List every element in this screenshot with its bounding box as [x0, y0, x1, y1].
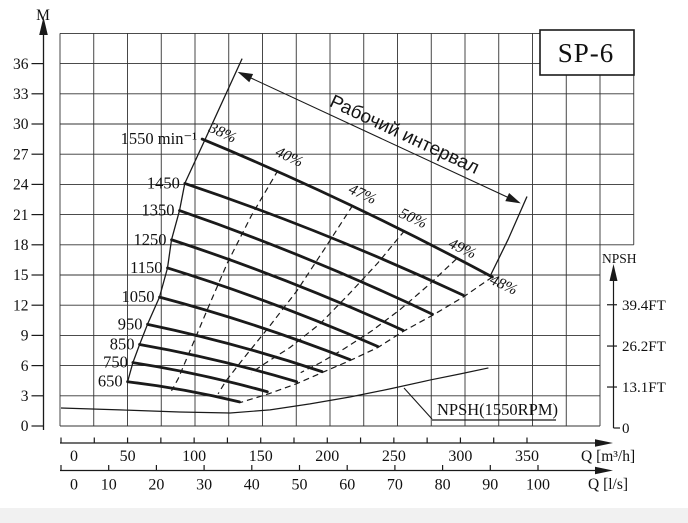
- x-tick-label-m3h: 50: [119, 448, 136, 465]
- y-tick-label: 6: [20, 357, 29, 375]
- y-tick-label: 21: [13, 206, 29, 224]
- npsh-tick-label: 39.4FT: [622, 297, 666, 314]
- screenshot-bottom-edge: [0, 508, 688, 523]
- x-tick-label-ls: 100: [526, 476, 550, 494]
- x-tick-label-ls: 60: [339, 476, 356, 494]
- npsh-axis-arrow: [610, 264, 618, 281]
- x-axis-m3h-label: Q [m³/h]: [581, 448, 636, 465]
- speed-curve-label: 750: [103, 352, 128, 372]
- x-tick-label-m3h: 250: [381, 448, 406, 465]
- y-tick-label: 9: [20, 327, 29, 345]
- x-tick-label-ls: 50: [291, 476, 308, 494]
- speed-curve-label: 650: [97, 371, 123, 391]
- npsh-curve-label: NPSH(1550RPM): [437, 400, 559, 419]
- npsh-axis-label: NPSH: [602, 251, 637, 266]
- speed-curve-label: 850: [109, 334, 135, 354]
- working-interval-right-boundary: [490, 197, 527, 278]
- y-tick-label: 0: [20, 418, 29, 436]
- npsh-tick-label: 26.2FT: [622, 339, 666, 356]
- working-interval-arrowhead: [238, 72, 253, 82]
- speed-curve-label: 1450: [146, 173, 180, 193]
- x-tick-label-m3h: 0: [70, 448, 78, 465]
- efficiency-label-47: 47%: [345, 180, 379, 209]
- efficiency-label-40: 40%: [272, 143, 306, 171]
- y-tick-label: 18: [13, 236, 29, 254]
- x-tick-label-m3h: 300: [448, 448, 473, 465]
- y-tick-label: 15: [13, 267, 29, 285]
- x-tick-label-ls: 30: [196, 476, 213, 494]
- y-tick-label: 24: [13, 176, 29, 194]
- working-interval-arrowhead: [505, 193, 520, 203]
- y-tick-label: 30: [13, 116, 29, 134]
- y-tick-label: 3: [20, 387, 29, 405]
- efficiency-contour-49: [301, 259, 457, 373]
- chart-title: SP-6: [557, 38, 615, 68]
- efficiency-contour-40: [172, 170, 279, 390]
- x-tick-label-ls: 10: [100, 476, 117, 494]
- x-tick-label-ls: 40: [243, 476, 260, 494]
- y-tick-label: 36: [13, 55, 29, 73]
- x-tick-label-ls: 0: [70, 476, 78, 494]
- x-tick-label-ls: 80: [434, 476, 451, 494]
- speed-curve-850: [140, 344, 297, 381]
- chart-content: [13, 17, 666, 494]
- x-tick-label-m3h: 350: [514, 448, 539, 465]
- speed-curve-label: 1550 min⁻¹: [120, 129, 198, 149]
- x-tick-label-m3h: 150: [248, 448, 273, 465]
- efficiency-label-38: 38%: [206, 119, 240, 147]
- npsh-tick-label: 13.1FT: [622, 380, 666, 397]
- x-axis-ls-label: Q [l/s]: [588, 476, 629, 493]
- efficiency-label-50: 50%: [396, 204, 430, 233]
- speed-curve-label: 1150: [130, 257, 163, 277]
- x-tick-label-ls: 90: [482, 476, 499, 494]
- speed-curve-650: [128, 382, 240, 402]
- x-tick-label-m3h: 100: [182, 448, 207, 465]
- x-axis-ls-arrow: [595, 467, 613, 475]
- x-tick-label-m3h: 200: [315, 448, 340, 465]
- working-interval-arrow-line: [239, 73, 519, 203]
- y-tick-label: 33: [13, 85, 29, 103]
- speed-curve-label: 950: [117, 314, 143, 334]
- efficiency-label-48: 48%: [487, 271, 521, 299]
- y-tick-label: 12: [13, 297, 29, 315]
- x-tick-label-ls: 20: [148, 476, 165, 494]
- npsh-tick-label: 0: [622, 421, 630, 437]
- speed-curve-label: 1250: [133, 229, 167, 249]
- speed-curve-label: 1350: [141, 200, 175, 220]
- x-axis-m3h-arrow: [595, 439, 613, 447]
- x-tick-label-ls: 70: [386, 476, 403, 494]
- y-tick-label: 27: [13, 146, 29, 164]
- y-axis-label: M: [36, 7, 50, 24]
- speed-curve-label: 1050: [121, 287, 155, 307]
- npsh-label-leader: [404, 388, 432, 419]
- efficiency-label-49: 49%: [445, 235, 479, 263]
- working-interval-label: Рабочий интервал: [326, 91, 483, 179]
